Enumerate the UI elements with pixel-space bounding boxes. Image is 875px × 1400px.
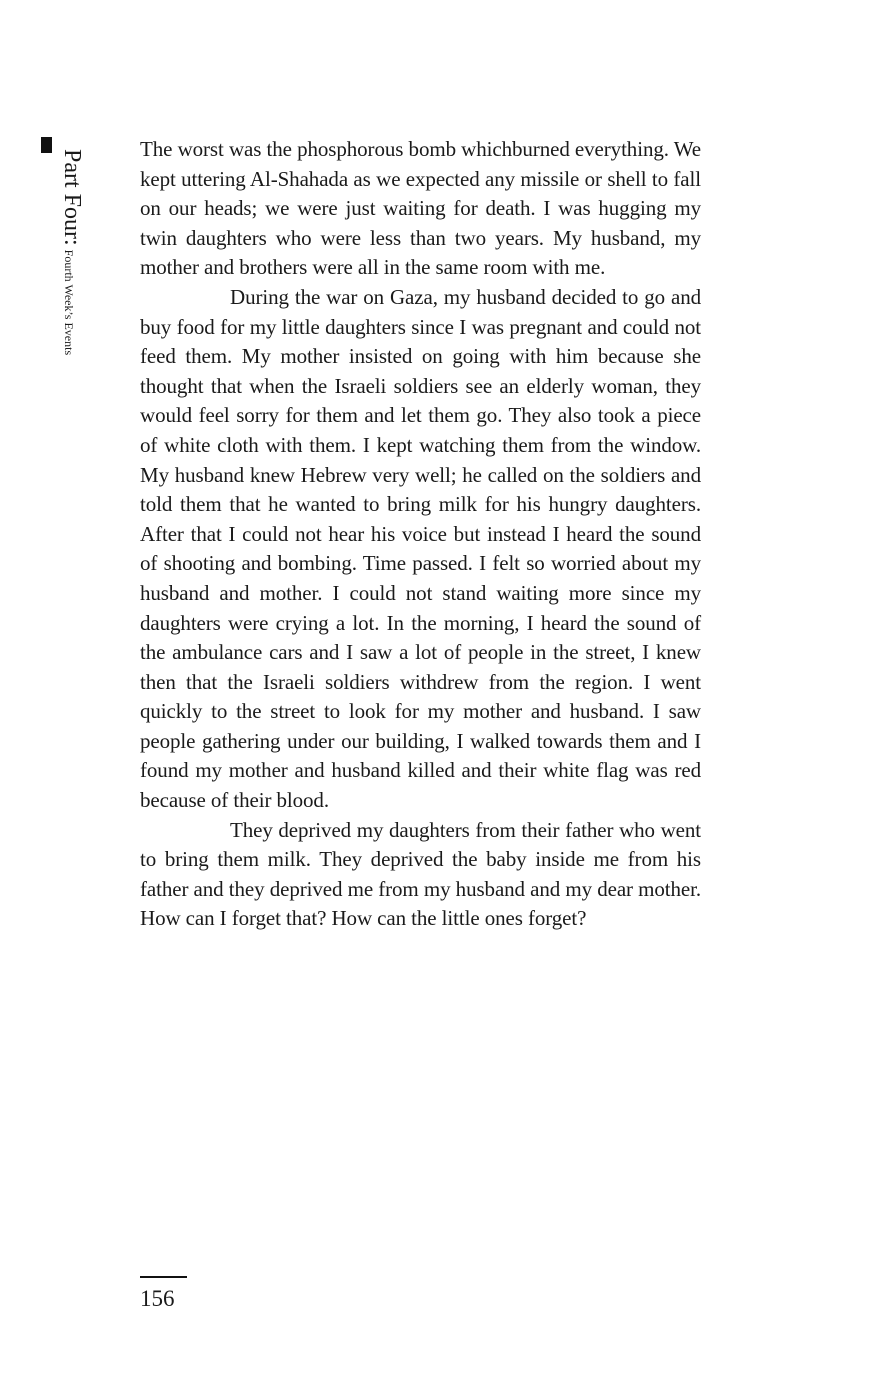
page-number: 156 — [140, 1286, 175, 1311]
running-head-part: Part Four — [59, 149, 85, 239]
body-text — [140, 135, 701, 934]
running-head-subtitle: Fourth Week’s Events — [62, 249, 76, 356]
paragraph-3: They deprived my daughters from their father who went to bring them milk. They deprived the baby inside me from his father and they deprived me from my husband and my dear mother. How can I forget that? How can the little ones forget? — [140, 817, 701, 931]
paragraph-1: The worst was the phosphorous bomb whichburned everything. We kept uttering Al-Shahada as we expected any missile or shell to fall on our heads; we were just waiting for death. I was hugging my twin daughters who were less than two years. My husband, my mother and brothers were all in the same room with me. — [140, 137, 701, 280]
paragraph-2: During the war on Gaza, my husband decided to go and buy food for my little daughters since I was pregnant and could not feed them. My mother insisted on going with him because she thought that when the Israeli soldiers see an elderly woman, they would feel sorry for them and let them go. They also took a piece of white cloth with them. I kept watching them from the window. My husband knew Hebrew very well; he called on the soldiers and told them that he wanted to bring milk for his hungry daughters. After that I could not hear his voice but instead I heard the sound of shooting and bombing. Time passed. I felt so worried about my husband and mother. I could not stand waiting more since my daughters were crying a lot. In the morning, I heard the sound of the ambulance cars and I saw a lot of people in the street, I knew then that the Israeli soldiers withdrew from the region. I went quickly to the street to look for my mother and husband. I saw people gathering under our building, I walked towards them and I found my mother and husband killed and their white flag was red because of their blood. — [140, 284, 701, 813]
running-head — [58, 149, 83, 355]
running-head-bar-mark — [41, 137, 52, 153]
running-head-separator: : — [59, 239, 85, 246]
page-number-rule — [140, 1276, 187, 1278]
